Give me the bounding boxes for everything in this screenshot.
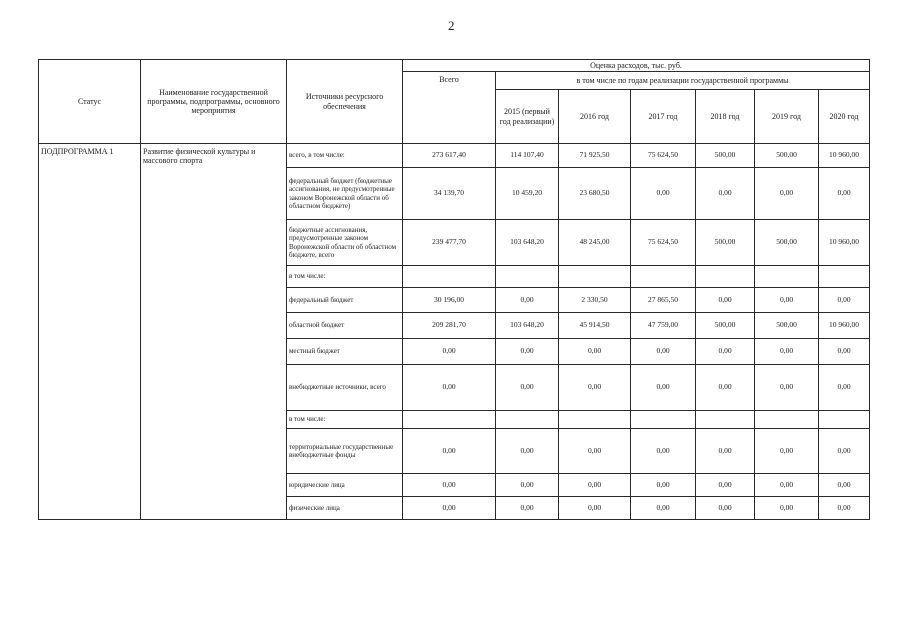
source-cell: в том числе: (287, 411, 403, 429)
total-cell: 34 139,70 (403, 168, 496, 220)
y2017-cell: 0,00 (631, 168, 696, 220)
y2020-cell (819, 266, 870, 288)
y2016-cell: 0,00 (559, 429, 631, 474)
y2015-cell: 114 107,40 (496, 144, 559, 168)
header-year-2018: 2018 год (696, 90, 755, 144)
source-cell: бюджетные ассигнования, предусмотренные законом Воронежской области об областном бюджете, всего (287, 220, 403, 266)
y2017-cell (631, 411, 696, 429)
source-cell: всего, в том числе: (287, 144, 403, 168)
table-body (39, 60, 870, 520)
y2015-cell: 103 648,20 (496, 220, 559, 266)
y2018-cell: 0,00 (696, 339, 755, 365)
total-cell: 273 617,40 (403, 144, 496, 168)
total-cell (403, 266, 496, 288)
source-cell: местный бюджет (287, 339, 403, 365)
y2015-cell: 0,00 (496, 365, 559, 411)
total-cell: 0,00 (403, 339, 496, 365)
y2020-cell: 0,00 (819, 474, 870, 497)
y2016-cell: 0,00 (559, 339, 631, 365)
y2019-cell (755, 411, 819, 429)
program-name-cell: Развитие физической культуры и массового спорта (141, 144, 287, 520)
y2020-cell: 10 960,00 (819, 144, 870, 168)
y2019-cell: 0,00 (755, 497, 819, 520)
header-by-years: в том числе по годам реализации государственной программы (496, 72, 870, 90)
y2017-cell: 75 624,50 (631, 144, 696, 168)
total-cell: 30 196,00 (403, 288, 496, 313)
total-cell (403, 411, 496, 429)
y2017-cell: 75 624,50 (631, 220, 696, 266)
y2015-cell: 0,00 (496, 339, 559, 365)
y2020-cell (819, 411, 870, 429)
y2016-cell: 48 245,00 (559, 220, 631, 266)
y2016-cell: 0,00 (559, 497, 631, 520)
y2015-cell: 0,00 (496, 497, 559, 520)
table-row (39, 144, 870, 168)
y2016-cell (559, 411, 631, 429)
y2018-cell: 0,00 (696, 474, 755, 497)
total-cell: 0,00 (403, 497, 496, 520)
y2020-cell: 0,00 (819, 168, 870, 220)
header-year-2015: 2015 (первый год реализации) (496, 90, 559, 144)
y2019-cell (755, 266, 819, 288)
header-status: Статус (39, 60, 141, 144)
source-cell: физические лица (287, 497, 403, 520)
y2017-cell (631, 266, 696, 288)
header-year-2020: 2020 год (819, 90, 870, 144)
y2015-cell: 0,00 (496, 474, 559, 497)
header-year-2017: 2017 год (631, 90, 696, 144)
expense-table (38, 59, 870, 520)
y2015-cell: 0,00 (496, 288, 559, 313)
source-cell: федеральный бюджет (287, 288, 403, 313)
y2018-cell: 0,00 (696, 429, 755, 474)
y2020-cell: 10 960,00 (819, 313, 870, 339)
page-number: 2 (448, 18, 455, 33)
y2015-cell: 10 459,20 (496, 168, 559, 220)
y2019-cell: 0,00 (755, 429, 819, 474)
y2017-cell: 0,00 (631, 429, 696, 474)
y2015-cell (496, 266, 559, 288)
y2017-cell: 0,00 (631, 365, 696, 411)
header-year-2019: 2019 год (755, 90, 819, 144)
y2016-cell: 0,00 (559, 474, 631, 497)
y2018-cell (696, 411, 755, 429)
header-total: Всего (403, 72, 496, 144)
y2016-cell: 71 925,50 (559, 144, 631, 168)
y2017-cell: 0,00 (631, 474, 696, 497)
y2018-cell: 0,00 (696, 288, 755, 313)
total-cell: 239 477,70 (403, 220, 496, 266)
y2019-cell: 0,00 (755, 288, 819, 313)
y2015-cell: 0,00 (496, 429, 559, 474)
y2020-cell: 0,00 (819, 365, 870, 411)
total-cell: 0,00 (403, 474, 496, 497)
header-sources: Источники ресурсного обеспечения (287, 60, 403, 144)
y2017-cell: 0,00 (631, 339, 696, 365)
y2019-cell: 0,00 (755, 168, 819, 220)
header-estimate: Оценка расходов, тыс. руб. (403, 60, 870, 72)
y2015-cell (496, 411, 559, 429)
total-cell: 0,00 (403, 365, 496, 411)
header-row-1 (39, 60, 870, 72)
header-year-2016: 2016 год (559, 90, 631, 144)
y2019-cell: 500,00 (755, 144, 819, 168)
y2018-cell: 0,00 (696, 497, 755, 520)
y2016-cell: 2 330,50 (559, 288, 631, 313)
y2019-cell: 500,00 (755, 313, 819, 339)
source-cell: внебюджетные источники, всего (287, 365, 403, 411)
y2020-cell: 0,00 (819, 429, 870, 474)
y2018-cell: 500,00 (696, 144, 755, 168)
source-cell: областной бюджет (287, 313, 403, 339)
y2016-cell (559, 266, 631, 288)
status-cell: ПОДПРОГРАММА 1 (39, 144, 141, 520)
y2020-cell: 0,00 (819, 288, 870, 313)
total-cell: 209 281,70 (403, 313, 496, 339)
y2020-cell: 0,00 (819, 339, 870, 365)
source-cell: федеральный бюджет (бюджетные ассигнования, не предусмотренные законом Воронежской области об областном бюджете) (287, 168, 403, 220)
total-cell: 0,00 (403, 429, 496, 474)
y2015-cell: 103 648,20 (496, 313, 559, 339)
y2018-cell: 0,00 (696, 168, 755, 220)
source-cell: в том числе: (287, 266, 403, 288)
y2016-cell: 23 680,50 (559, 168, 631, 220)
y2017-cell: 47 759,00 (631, 313, 696, 339)
header-name: Наименование государственной программы, подпрограммы, основного мероприятия (141, 60, 287, 144)
y2020-cell: 10 960,00 (819, 220, 870, 266)
y2017-cell: 0,00 (631, 497, 696, 520)
y2016-cell: 0,00 (559, 365, 631, 411)
y2018-cell: 500,00 (696, 313, 755, 339)
y2017-cell: 27 865,50 (631, 288, 696, 313)
y2019-cell: 0,00 (755, 474, 819, 497)
y2020-cell: 0,00 (819, 497, 870, 520)
y2018-cell: 0,00 (696, 365, 755, 411)
y2018-cell (696, 266, 755, 288)
source-cell: территориальные государственные внебюджетные фонды (287, 429, 403, 474)
y2019-cell: 0,00 (755, 365, 819, 411)
y2019-cell: 0,00 (755, 339, 819, 365)
y2016-cell: 45 914,50 (559, 313, 631, 339)
y2019-cell: 500,00 (755, 220, 819, 266)
source-cell: юридические лица (287, 474, 403, 497)
y2018-cell: 500,00 (696, 220, 755, 266)
